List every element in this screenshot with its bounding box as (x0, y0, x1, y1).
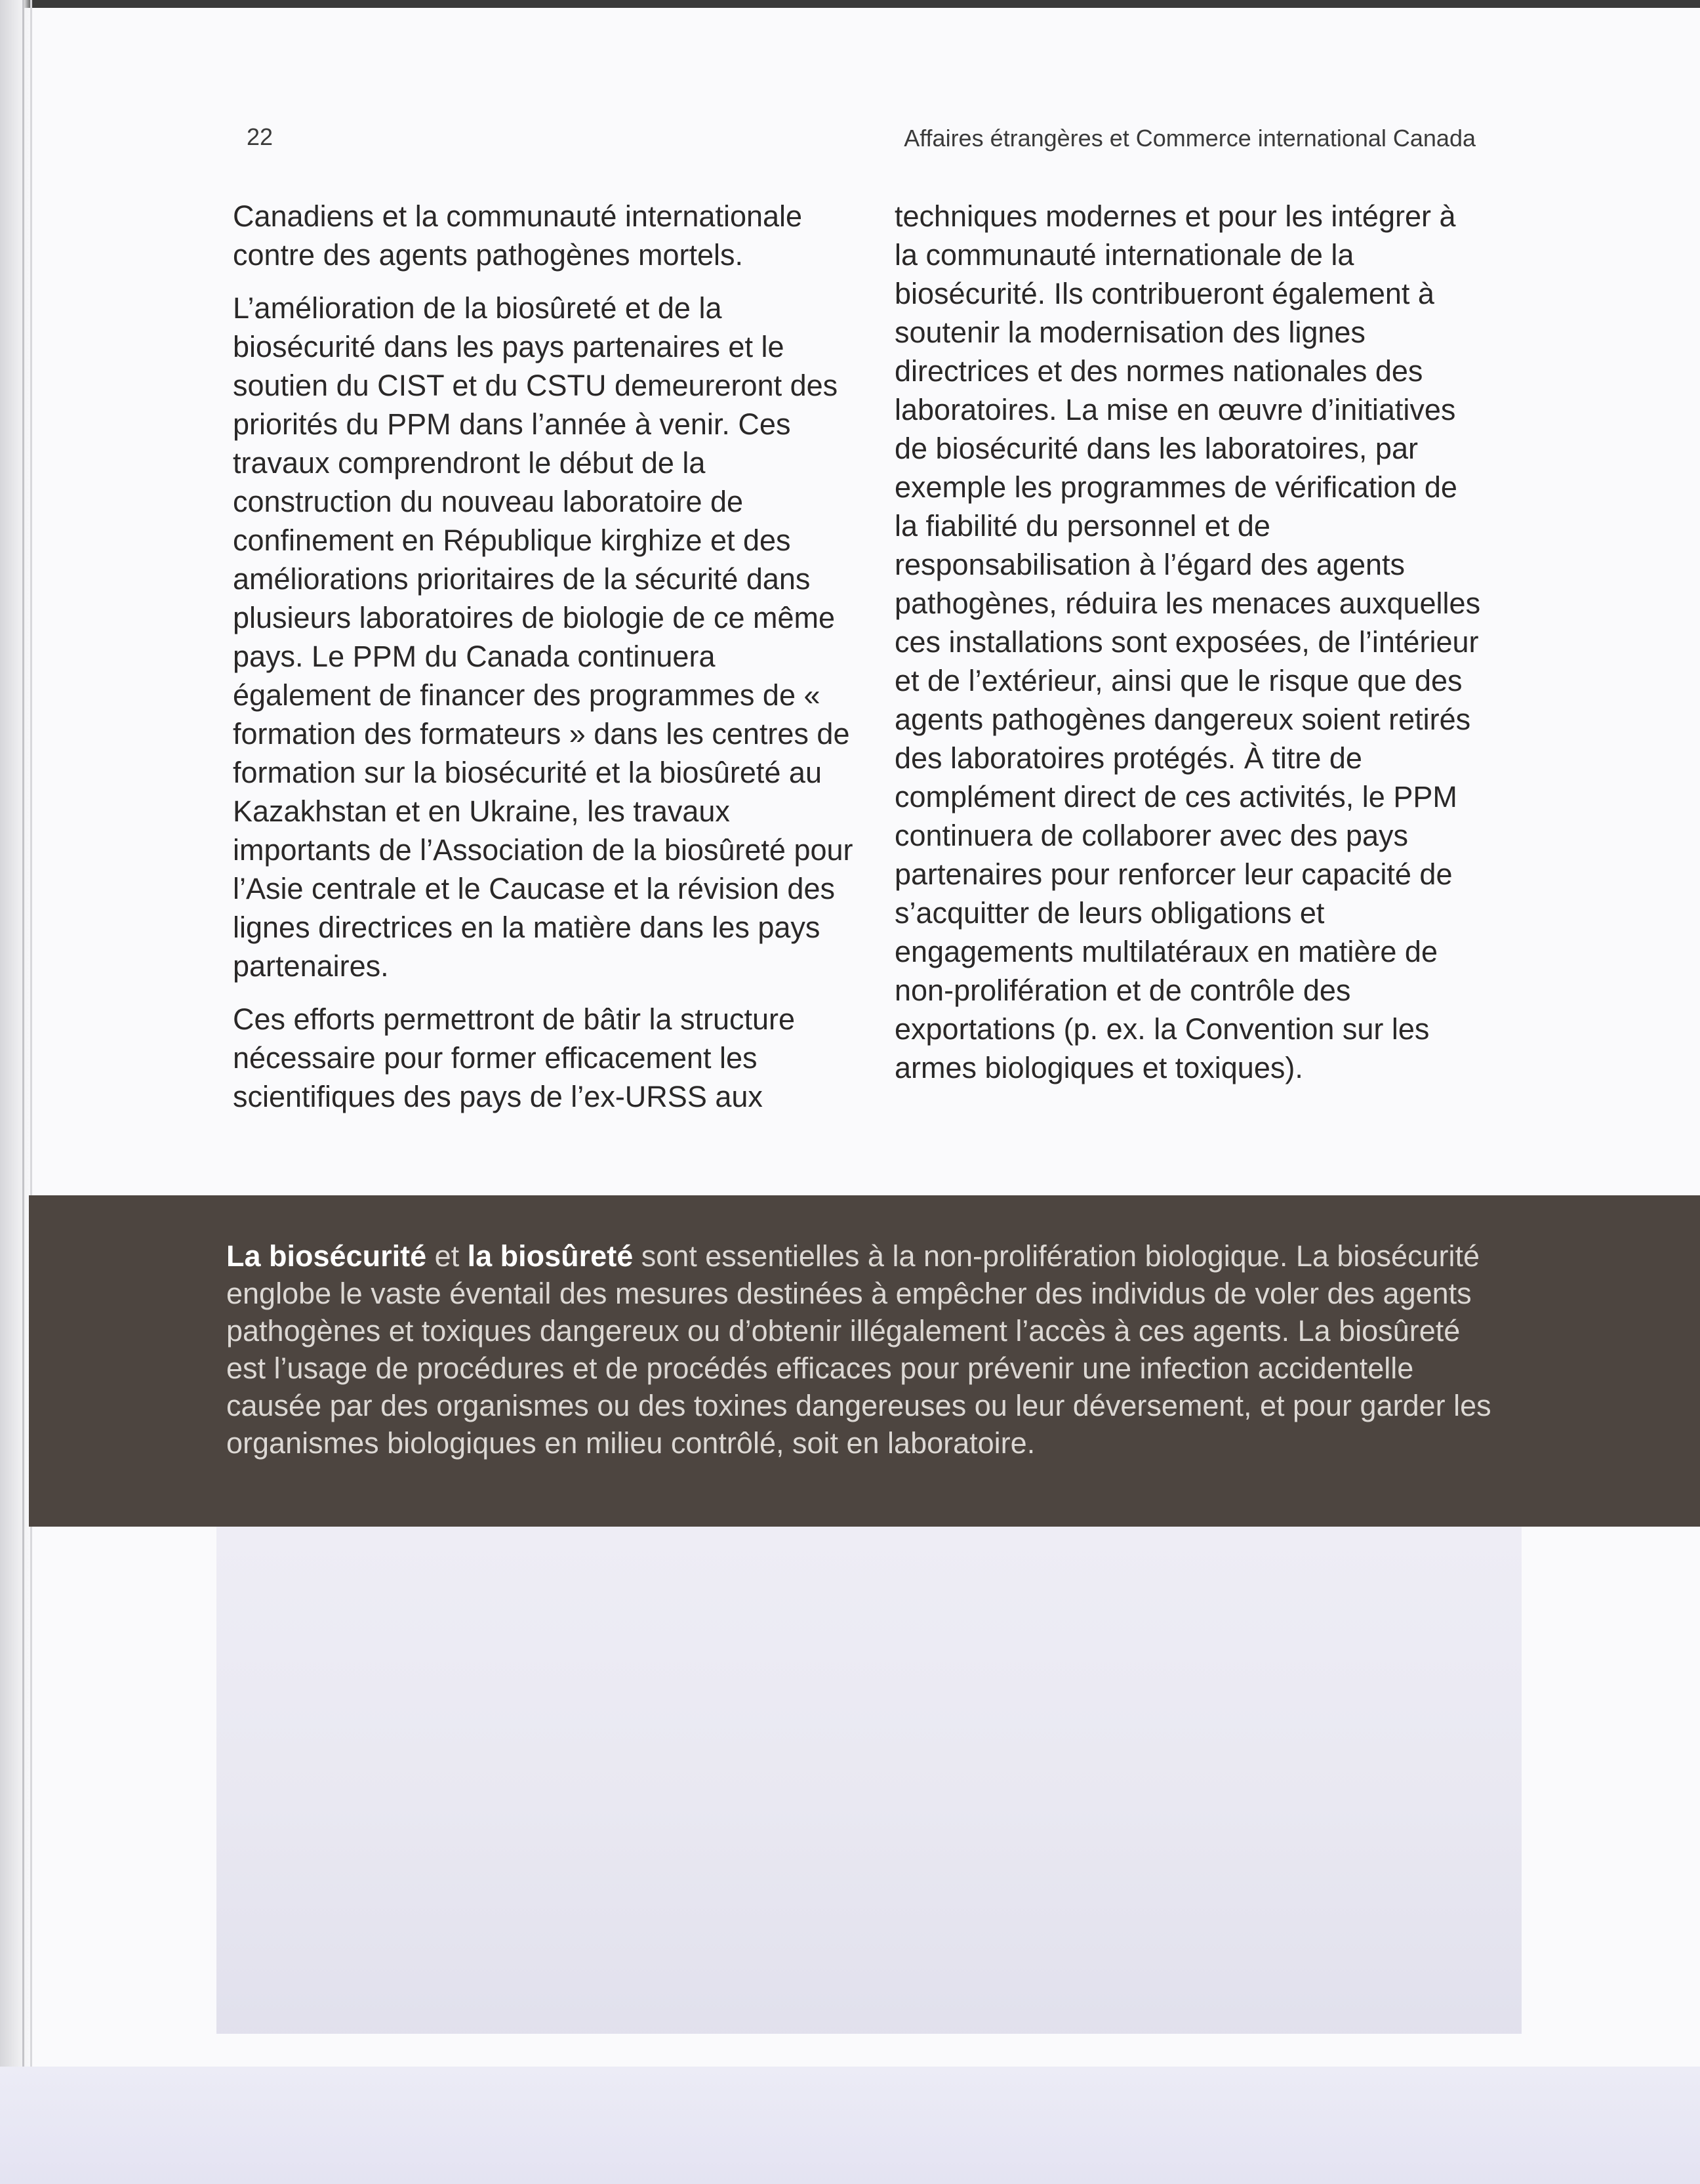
page-edge-line (22, 0, 24, 2184)
callout-term-biosafety: la biosûreté (467, 1239, 634, 1273)
callout-body: sont essentielles à la non-prolifération biologique. La biosécurité englobe le vaste éventail des mesures destinées à empêcher des individus de voler des agents pathogènes et toxiques dangereux ou d’obtenir illégalement l’accès à ces agents. La biosûreté est l’usage de procédures et de procédés efficaces pour prévenir une infection accidentelle causée par des organismes ou des toxines dangereuses ou leur déversement, et pour garder les organismes biologiques en milieu contrôlé, soit en laboratoire. (226, 1239, 1491, 1460)
callout-connector: et (426, 1239, 468, 1273)
paragraph: Canadiens et la communauté internationale contre des agents pathogènes mortels. (233, 199, 803, 272)
paragraph: techniques modernes et pour les intégrer à la communauté internationale de la biosécurité. Ils contribueront également à soutenir la modernisation des lignes directrices et des normes nationales des laboratoires. La mise en œuvre d’initiatives de biosécurité dans les laboratoires, par exemple les programmes de vérification de la fiabilité du personnel et de responsabilisation à l’égard des agents pathogènes, réduira les menaces auxquelles ces installations sont exposées, de l’intérieur et de l’extérieur, ainsi que le risque que des agents pathogènes dangereux soient retirés des laboratoires protégés. À titre de complément direct de ces activités, le PPM continuera de collaborer avec des pays partenaires pour renforcer leur capacité de s’acquitter de leurs obligations et engagements multilatéraux en matière de non-prolifération et de contrôle des exportations (p. ex. la Convention sur les armes biologiques et toxiques). (895, 199, 1481, 1084)
paragraph: L’amélioration de la biosûreté et de la biosécurité dans les pays partenaires et le soutien du CIST et du CSTU demeureront des priorités du PPM dans l’année à venir. Ces travaux comprendront le début de la construction du nouveau laboratoire de confinement en République kirghize et des améliorations prioritaires de la sécurité dans plusieurs laboratoires de biologie de ce même pays. Le PPM du Canada continuera également de financer des programmes de « formation des formateurs » dans les centres de formation sur la biosécurité et la biosûreté au Kazakhstan et en Ukraine, les travaux importants de l’Association de la biosûreté pour l’Asie centrale et le Caucase et la révision des lignes directrices en la matière dans les pays partenaires. (233, 291, 853, 983)
callout-text (226, 1237, 1505, 1462)
scan-top-edge (0, 0, 1700, 8)
page-number: 22 (247, 123, 273, 150)
show-through-band (0, 2067, 1700, 2184)
callout-term-biosecurity: La biosécurité (226, 1239, 427, 1273)
binding-shadow (0, 0, 33, 2184)
running-header: Affaires étrangères et Commerce international Canada (904, 125, 1476, 152)
right-column (895, 197, 1485, 1102)
left-column (233, 197, 856, 1130)
paragraph: Ces efforts permettront de bâtir la structure nécessaire pour former efficacement les scientifiques des pays de l’ex-URSS aux (233, 1002, 796, 1113)
page-edge-line (30, 0, 32, 2184)
show-through-photo (216, 1522, 1522, 2034)
